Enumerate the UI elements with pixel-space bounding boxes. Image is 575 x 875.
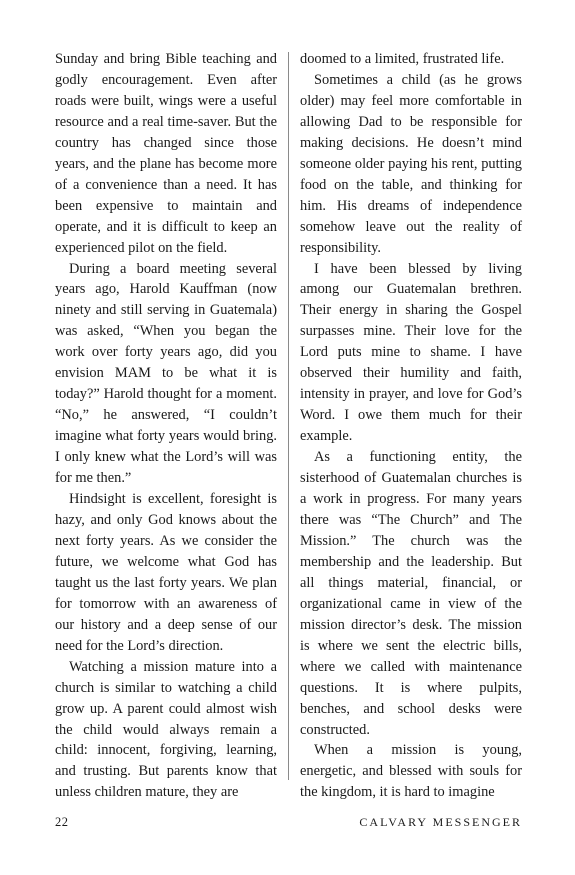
right-column [300,49,522,803]
column-divider [288,52,289,780]
page-number: 22 [55,815,69,829]
publication-name: CALVARY MESSENGER [359,815,522,829]
paragraph: doomed to a limited, frustrated life. [300,51,505,67]
paragraph: Sometimes a child (as he grows older) may feel more comfortable in allowing Dad to be responsible for making decisions. He doesn’t mind someone older paying his rent, putting food on the table, and thinking for him. His dreams of independence somehow leave out the reality of responsibility. [300,71,522,256]
paragraph: During a board meeting several years ago, Harold Kauffman (now ninety and still serving in Guatemala) was asked, “When you began the work over forty years ago, did you envision MAM to be what it is today?” Harold thought for a moment. “No,” he answered, “I couldn’t imagine what forty years would bring. I only knew what the Lord’s will was for me then.” [55,260,277,487]
paragraph: As a functioning entity, the sisterhood of Guatemalan churches is a work in progress. For many years there was “The Church” and The Mission.” The church was the membership and the leadership. But all things material, financial, or organizational came in view of the mission director’s desk. The mission is where we sent the electric bills, where we called with maintenance questions. It is where pulpits, benches, and school desks were constructed. [300,449,522,738]
paragraph: Watching a mission mature into a church is similar to watching a child grow up. A parent could almost wish the child would always remain a child: innocent, forgiving, learning, and trusting. But parents know that unless children mature, they are [55,658,277,801]
paragraph: I have been blessed by living among our Guatemalan brethren. Their energy in sharing the Gospel surpasses mine. Their love for the Lord puts mine to shame. I have observed their humility and faith, intensity in prayer, and love for God’s Word. I owe them much for their example. [300,260,522,445]
left-column [55,49,277,803]
paragraph: Hindsight is excellent, foresight is hazy, and only God knows about the next forty years. As we consider the future, we welcome what God has taught us the last forty years. We plan for tomorrow with an awareness of our history and a deep sense of our need for the Lord’s direction. [55,491,277,654]
paragraph: Sunday and bring Bible teaching and godly encouragement. Even after roads were built, wings were a useful resource and a real time-saver. But the country has changed since those years, and the plane has become more of a convenience than a need. It has been expensive to maintain and operate, and it is difficult to keep an experienced pilot on the field. [55,51,277,256]
paragraph: When a mission is young, energetic, and blessed with souls for the kingdom, it is hard to imagine [300,742,522,801]
